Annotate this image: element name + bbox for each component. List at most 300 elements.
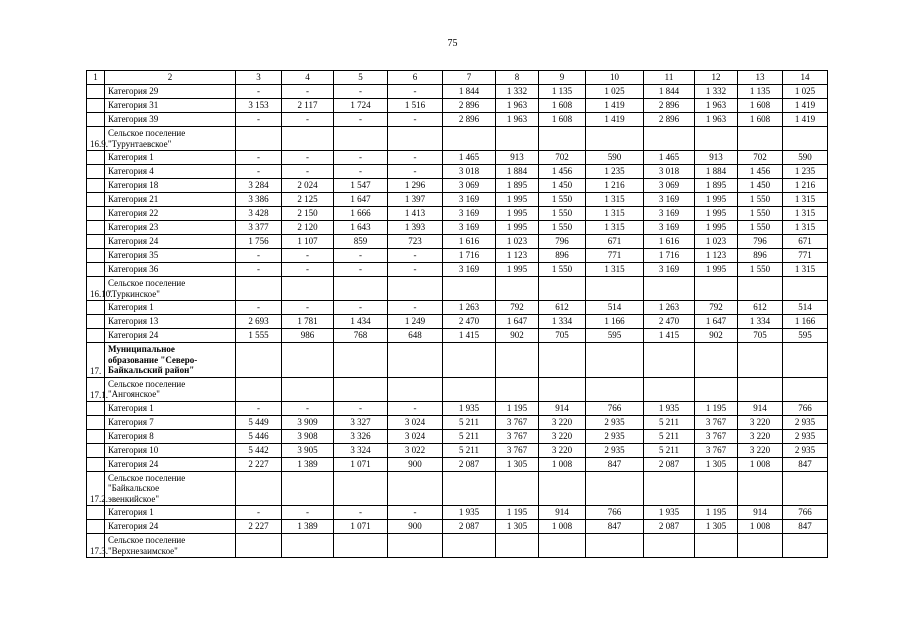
value-cell-col-10: 671 bbox=[586, 235, 644, 249]
value-cell-col-3: 3 428 bbox=[236, 207, 282, 221]
table-row bbox=[87, 506, 828, 520]
section-index: 17.3. bbox=[87, 534, 105, 558]
empty-cell bbox=[539, 471, 586, 506]
value-cell-col-5: 1 071 bbox=[334, 457, 388, 471]
empty-cell bbox=[695, 343, 738, 378]
category-label: Категория 4 bbox=[105, 165, 236, 179]
value-cell-col-14: 2 935 bbox=[783, 415, 828, 429]
table-row bbox=[87, 179, 828, 193]
value-cell-col-7: 3 069 bbox=[443, 179, 496, 193]
section-title-line: "Ангоянское" bbox=[108, 389, 160, 399]
value-cell-col-5: - bbox=[334, 401, 388, 415]
section-title bbox=[105, 343, 236, 378]
value-cell-col-14: 847 bbox=[783, 520, 828, 534]
table-row bbox=[87, 221, 828, 235]
empty-cell bbox=[586, 343, 644, 378]
value-cell-col-14: 1 419 bbox=[783, 113, 828, 127]
column-number-row bbox=[87, 71, 828, 85]
value-cell-col-12: 1 995 bbox=[695, 207, 738, 221]
empty-cell bbox=[586, 471, 644, 506]
value-cell-col-3: - bbox=[236, 85, 282, 99]
value-cell-col-13: 705 bbox=[738, 329, 783, 343]
empty-cell bbox=[644, 534, 695, 558]
value-cell-col-8: 1 995 bbox=[496, 207, 539, 221]
value-cell-col-9: 914 bbox=[539, 401, 586, 415]
value-cell-col-7: 1 716 bbox=[443, 249, 496, 263]
value-cell-col-5: - bbox=[334, 113, 388, 127]
value-cell-col-4: 2 125 bbox=[282, 193, 334, 207]
empty-cell bbox=[334, 277, 388, 301]
empty-cell bbox=[388, 127, 443, 151]
category-label: Категория 10 bbox=[105, 443, 236, 457]
value-cell-col-4: 1 389 bbox=[282, 457, 334, 471]
empty-cell bbox=[334, 471, 388, 506]
value-cell-col-10: 847 bbox=[586, 520, 644, 534]
category-label: Категория 1 bbox=[105, 301, 236, 315]
table-row bbox=[87, 207, 828, 221]
value-cell-col-9: 1 550 bbox=[539, 207, 586, 221]
column-number-3: 3 bbox=[236, 71, 282, 85]
value-cell-col-9: 1 550 bbox=[539, 221, 586, 235]
value-cell-col-6: 900 bbox=[388, 457, 443, 471]
value-cell-col-8: 1 995 bbox=[496, 193, 539, 207]
category-label: Категория 24 bbox=[105, 329, 236, 343]
value-cell-col-4: 3 908 bbox=[282, 429, 334, 443]
table-row bbox=[87, 165, 828, 179]
category-label: Категория 39 bbox=[105, 113, 236, 127]
section-row bbox=[87, 377, 828, 401]
value-cell-col-3: 3 386 bbox=[236, 193, 282, 207]
value-cell-col-9: 796 bbox=[539, 235, 586, 249]
empty-cell bbox=[496, 377, 539, 401]
empty-cell bbox=[539, 343, 586, 378]
value-cell-col-10: 2 935 bbox=[586, 443, 644, 457]
table-row bbox=[87, 301, 828, 315]
table-row bbox=[87, 415, 828, 429]
value-cell-col-7: 2 896 bbox=[443, 113, 496, 127]
empty-cell bbox=[443, 277, 496, 301]
value-cell-col-7: 5 211 bbox=[443, 429, 496, 443]
value-cell-col-9: 1 456 bbox=[539, 165, 586, 179]
empty-cell bbox=[236, 471, 282, 506]
value-cell-col-8: 1 895 bbox=[496, 179, 539, 193]
value-cell-col-12: 3 767 bbox=[695, 429, 738, 443]
category-label: Категория 24 bbox=[105, 457, 236, 471]
value-cell-col-8: 1 123 bbox=[496, 249, 539, 263]
value-cell-col-5: 768 bbox=[334, 329, 388, 343]
empty-cell bbox=[443, 343, 496, 378]
value-cell-col-4: - bbox=[282, 85, 334, 99]
value-cell-col-9: 1 550 bbox=[539, 193, 586, 207]
value-cell-col-13: 1 008 bbox=[738, 457, 783, 471]
empty-cell bbox=[783, 127, 828, 151]
value-cell-col-8: 1 963 bbox=[496, 113, 539, 127]
value-cell-col-7: 1 935 bbox=[443, 401, 496, 415]
section-title-line: Сельское поселение bbox=[108, 472, 186, 483]
empty-cell bbox=[236, 534, 282, 558]
value-cell-col-7: 1 415 bbox=[443, 329, 496, 343]
value-cell-col-13: 914 bbox=[738, 401, 783, 415]
category-label: Категория 29 bbox=[105, 85, 236, 99]
value-cell-col-10: 766 bbox=[586, 506, 644, 520]
category-label: Категория 1 bbox=[105, 401, 236, 415]
value-cell-col-12: 3 767 bbox=[695, 443, 738, 457]
empty-cell bbox=[644, 377, 695, 401]
value-cell-col-3: - bbox=[236, 401, 282, 415]
section-title-line: эвенкийское" bbox=[108, 493, 160, 504]
empty-cell bbox=[586, 277, 644, 301]
value-cell-col-12: 1 305 bbox=[695, 520, 738, 534]
value-cell-col-7: 3 169 bbox=[443, 207, 496, 221]
value-cell-col-14: 766 bbox=[783, 506, 828, 520]
value-cell-col-6: 1 516 bbox=[388, 99, 443, 113]
section-title-line: "Байкальское bbox=[108, 483, 160, 493]
value-cell-col-6: - bbox=[388, 263, 443, 277]
value-cell-col-4: - bbox=[282, 401, 334, 415]
value-cell-col-9: 3 220 bbox=[539, 429, 586, 443]
value-cell-col-9: 1 008 bbox=[539, 457, 586, 471]
empty-cell bbox=[539, 127, 586, 151]
value-cell-col-10: 1 419 bbox=[586, 113, 644, 127]
empty-cell bbox=[282, 471, 334, 506]
section-title bbox=[105, 471, 236, 506]
value-cell-col-11: 2 087 bbox=[644, 520, 695, 534]
value-cell-col-7: 2 896 bbox=[443, 99, 496, 113]
value-cell-col-4: - bbox=[282, 263, 334, 277]
value-cell-col-12: 1 195 bbox=[695, 401, 738, 415]
value-cell-col-13: 1 608 bbox=[738, 99, 783, 113]
empty-cell bbox=[388, 277, 443, 301]
value-cell-col-7: 3 169 bbox=[443, 193, 496, 207]
value-cell-col-8: 1 332 bbox=[496, 85, 539, 99]
value-cell-col-3: 2 227 bbox=[236, 457, 282, 471]
value-cell-col-11: 1 415 bbox=[644, 329, 695, 343]
value-cell-col-13: 896 bbox=[738, 249, 783, 263]
empty-cell bbox=[496, 471, 539, 506]
value-cell-col-3: 2 693 bbox=[236, 315, 282, 329]
category-label: Категория 35 bbox=[105, 249, 236, 263]
value-cell-col-5: - bbox=[334, 249, 388, 263]
value-cell-col-3: 2 227 bbox=[236, 520, 282, 534]
value-cell-col-7: 5 211 bbox=[443, 443, 496, 457]
value-cell-col-9: 3 220 bbox=[539, 443, 586, 457]
value-cell-col-6: 1 393 bbox=[388, 221, 443, 235]
value-cell-col-7: 5 211 bbox=[443, 415, 496, 429]
value-cell-col-10: 1 025 bbox=[586, 85, 644, 99]
value-cell-col-6: 900 bbox=[388, 520, 443, 534]
value-cell-col-14: 771 bbox=[783, 249, 828, 263]
value-cell-col-6: - bbox=[388, 249, 443, 263]
empty-cell bbox=[334, 377, 388, 401]
value-cell-col-12: 1 995 bbox=[695, 263, 738, 277]
value-cell-col-12: 1 332 bbox=[695, 85, 738, 99]
value-cell-col-9: 1 550 bbox=[539, 263, 586, 277]
table-row bbox=[87, 99, 828, 113]
row-index bbox=[87, 207, 105, 221]
value-cell-col-7: 3 169 bbox=[443, 221, 496, 235]
category-label: Категория 22 bbox=[105, 207, 236, 221]
empty-cell bbox=[695, 534, 738, 558]
category-label: Категория 24 bbox=[105, 520, 236, 534]
row-index bbox=[87, 235, 105, 249]
value-cell-col-7: 3 169 bbox=[443, 263, 496, 277]
value-cell-col-13: 702 bbox=[738, 151, 783, 165]
value-cell-col-13: 3 220 bbox=[738, 443, 783, 457]
value-cell-col-12: 1 884 bbox=[695, 165, 738, 179]
value-cell-col-12: 792 bbox=[695, 301, 738, 315]
value-cell-col-6: - bbox=[388, 506, 443, 520]
value-cell-col-12: 1 995 bbox=[695, 193, 738, 207]
table-row bbox=[87, 193, 828, 207]
value-cell-col-7: 1 935 bbox=[443, 506, 496, 520]
value-cell-col-14: 671 bbox=[783, 235, 828, 249]
value-cell-col-5: 1 666 bbox=[334, 207, 388, 221]
value-cell-col-8: 1 647 bbox=[496, 315, 539, 329]
empty-cell bbox=[695, 377, 738, 401]
value-cell-col-12: 1 963 bbox=[695, 113, 738, 127]
value-cell-col-4: 3 905 bbox=[282, 443, 334, 457]
category-label: Категория 1 bbox=[105, 151, 236, 165]
row-index bbox=[87, 113, 105, 127]
value-cell-col-11: 3 169 bbox=[644, 207, 695, 221]
value-cell-col-11: 3 069 bbox=[644, 179, 695, 193]
category-label: Категория 18 bbox=[105, 179, 236, 193]
value-cell-col-6: - bbox=[388, 301, 443, 315]
value-cell-col-6: 3 024 bbox=[388, 415, 443, 429]
value-cell-col-14: 1 419 bbox=[783, 99, 828, 113]
row-index bbox=[87, 179, 105, 193]
empty-cell bbox=[282, 534, 334, 558]
empty-cell bbox=[388, 377, 443, 401]
column-number-7: 7 bbox=[443, 71, 496, 85]
value-cell-col-12: 1 963 bbox=[695, 99, 738, 113]
section-row bbox=[87, 534, 828, 558]
value-cell-col-14: 590 bbox=[783, 151, 828, 165]
value-cell-col-4: 986 bbox=[282, 329, 334, 343]
value-cell-col-4: 2 120 bbox=[282, 221, 334, 235]
value-cell-col-9: 1 135 bbox=[539, 85, 586, 99]
value-cell-col-14: 1 025 bbox=[783, 85, 828, 99]
value-cell-col-8: 1 305 bbox=[496, 520, 539, 534]
empty-cell bbox=[282, 343, 334, 378]
tariff-table bbox=[86, 70, 828, 558]
value-cell-col-7: 1 465 bbox=[443, 151, 496, 165]
empty-cell bbox=[236, 343, 282, 378]
section-title bbox=[105, 277, 236, 301]
category-label: Категория 1 bbox=[105, 506, 236, 520]
table-row bbox=[87, 151, 828, 165]
value-cell-col-4: - bbox=[282, 506, 334, 520]
row-index bbox=[87, 151, 105, 165]
row-index bbox=[87, 301, 105, 315]
value-cell-col-7: 1 616 bbox=[443, 235, 496, 249]
value-cell-col-7: 2 087 bbox=[443, 520, 496, 534]
empty-cell bbox=[783, 277, 828, 301]
value-cell-col-10: 771 bbox=[586, 249, 644, 263]
section-title-line: Муниципальное bbox=[108, 344, 175, 354]
value-cell-col-13: 3 220 bbox=[738, 429, 783, 443]
value-cell-col-10: 1 419 bbox=[586, 99, 644, 113]
category-label: Категория 21 bbox=[105, 193, 236, 207]
value-cell-col-4: - bbox=[282, 249, 334, 263]
value-cell-col-9: 3 220 bbox=[539, 415, 586, 429]
value-cell-col-9: 1 008 bbox=[539, 520, 586, 534]
value-cell-col-14: 1 166 bbox=[783, 315, 828, 329]
value-cell-col-5: 1 434 bbox=[334, 315, 388, 329]
empty-cell bbox=[236, 377, 282, 401]
empty-cell bbox=[586, 377, 644, 401]
section-index: 16.9. bbox=[87, 127, 105, 151]
value-cell-col-8: 1 995 bbox=[496, 263, 539, 277]
value-cell-col-8: 1 884 bbox=[496, 165, 539, 179]
value-cell-col-5: - bbox=[334, 301, 388, 315]
empty-cell bbox=[496, 534, 539, 558]
empty-cell bbox=[738, 534, 783, 558]
value-cell-col-5: 1 547 bbox=[334, 179, 388, 193]
value-cell-col-12: 1 023 bbox=[695, 235, 738, 249]
value-cell-col-10: 514 bbox=[586, 301, 644, 315]
row-index bbox=[87, 99, 105, 113]
empty-cell bbox=[738, 471, 783, 506]
section-title-line: Сельское поселение bbox=[108, 278, 186, 288]
value-cell-col-3: - bbox=[236, 113, 282, 127]
section-title-line: "Верхнезаимское" bbox=[108, 545, 178, 556]
empty-cell bbox=[539, 277, 586, 301]
value-cell-col-6: - bbox=[388, 113, 443, 127]
value-cell-col-14: 847 bbox=[783, 457, 828, 471]
table-row bbox=[87, 457, 828, 471]
value-cell-col-12: 1 195 bbox=[695, 506, 738, 520]
section-row bbox=[87, 127, 828, 151]
empty-cell bbox=[443, 534, 496, 558]
value-cell-col-5: 859 bbox=[334, 235, 388, 249]
value-cell-col-3: - bbox=[236, 165, 282, 179]
value-cell-col-10: 595 bbox=[586, 329, 644, 343]
section-index: 17.1. bbox=[87, 377, 105, 401]
value-cell-col-4: 1 389 bbox=[282, 520, 334, 534]
section-row bbox=[87, 343, 828, 378]
value-cell-col-11: 1 844 bbox=[644, 85, 695, 99]
section-title-line: "Турунтаевское" bbox=[108, 138, 172, 149]
value-cell-col-8: 1 195 bbox=[496, 506, 539, 520]
value-cell-col-13: 1 135 bbox=[738, 85, 783, 99]
value-cell-col-11: 5 211 bbox=[644, 429, 695, 443]
value-cell-col-10: 847 bbox=[586, 457, 644, 471]
value-cell-col-13: 1 334 bbox=[738, 315, 783, 329]
value-cell-col-5: - bbox=[334, 263, 388, 277]
empty-cell bbox=[586, 534, 644, 558]
empty-cell bbox=[644, 471, 695, 506]
empty-cell bbox=[783, 471, 828, 506]
row-index bbox=[87, 221, 105, 235]
value-cell-col-4: 1 781 bbox=[282, 315, 334, 329]
value-cell-col-9: 1 450 bbox=[539, 179, 586, 193]
row-index bbox=[87, 415, 105, 429]
column-number-11: 11 bbox=[644, 71, 695, 85]
value-cell-col-5: 1 647 bbox=[334, 193, 388, 207]
value-cell-col-11: 3 169 bbox=[644, 221, 695, 235]
value-cell-col-14: 1 315 bbox=[783, 221, 828, 235]
value-cell-col-6: 1 249 bbox=[388, 315, 443, 329]
value-cell-col-8: 792 bbox=[496, 301, 539, 315]
value-cell-col-10: 1 235 bbox=[586, 165, 644, 179]
section-title-line: "Туркинское" bbox=[108, 288, 160, 299]
empty-cell bbox=[388, 471, 443, 506]
empty-cell bbox=[738, 127, 783, 151]
value-cell-col-14: 1 216 bbox=[783, 179, 828, 193]
value-cell-col-14: 2 935 bbox=[783, 429, 828, 443]
empty-cell bbox=[783, 343, 828, 378]
section-title-line: Сельское поселение bbox=[108, 378, 186, 389]
value-cell-col-6: 1 296 bbox=[388, 179, 443, 193]
table-row bbox=[87, 443, 828, 457]
value-cell-col-6: 3 024 bbox=[388, 429, 443, 443]
row-index bbox=[87, 506, 105, 520]
empty-cell bbox=[282, 277, 334, 301]
value-cell-col-9: 705 bbox=[539, 329, 586, 343]
value-cell-col-13: 914 bbox=[738, 506, 783, 520]
row-index bbox=[87, 329, 105, 343]
value-cell-col-10: 1 315 bbox=[586, 193, 644, 207]
page-number: 75 bbox=[447, 38, 458, 49]
empty-cell bbox=[738, 377, 783, 401]
value-cell-col-11: 5 211 bbox=[644, 415, 695, 429]
value-cell-col-12: 1 123 bbox=[695, 249, 738, 263]
empty-cell bbox=[644, 277, 695, 301]
category-label: Категория 7 bbox=[105, 415, 236, 429]
value-cell-col-13: 1 456 bbox=[738, 165, 783, 179]
value-cell-col-12: 1 305 bbox=[695, 457, 738, 471]
value-cell-col-6: 1 413 bbox=[388, 207, 443, 221]
value-cell-col-9: 914 bbox=[539, 506, 586, 520]
value-cell-col-6: 1 397 bbox=[388, 193, 443, 207]
value-cell-col-14: 1 315 bbox=[783, 263, 828, 277]
value-cell-col-12: 1 995 bbox=[695, 221, 738, 235]
value-cell-col-10: 1 315 bbox=[586, 207, 644, 221]
empty-cell bbox=[586, 127, 644, 151]
empty-cell bbox=[388, 534, 443, 558]
table-row bbox=[87, 329, 828, 343]
empty-cell bbox=[496, 277, 539, 301]
value-cell-col-11: 2 470 bbox=[644, 315, 695, 329]
category-label: Категория 36 bbox=[105, 263, 236, 277]
value-cell-col-7: 3 018 bbox=[443, 165, 496, 179]
empty-cell bbox=[695, 471, 738, 506]
value-cell-col-3: 3 377 bbox=[236, 221, 282, 235]
value-cell-col-3: 5 442 bbox=[236, 443, 282, 457]
value-cell-col-11: 1 616 bbox=[644, 235, 695, 249]
value-cell-col-4: - bbox=[282, 301, 334, 315]
value-cell-col-7: 1 844 bbox=[443, 85, 496, 99]
value-cell-col-5: 1 643 bbox=[334, 221, 388, 235]
category-label: Категория 31 bbox=[105, 99, 236, 113]
column-number-13: 13 bbox=[738, 71, 783, 85]
value-cell-col-12: 913 bbox=[695, 151, 738, 165]
category-label: Категория 8 bbox=[105, 429, 236, 443]
value-cell-col-14: 514 bbox=[783, 301, 828, 315]
value-cell-col-3: 5 449 bbox=[236, 415, 282, 429]
empty-cell bbox=[738, 277, 783, 301]
column-number-5: 5 bbox=[334, 71, 388, 85]
value-cell-col-10: 1 315 bbox=[586, 221, 644, 235]
row-index bbox=[87, 401, 105, 415]
section-index: 16.10. bbox=[87, 277, 105, 301]
value-cell-col-4: - bbox=[282, 113, 334, 127]
value-cell-col-6: - bbox=[388, 151, 443, 165]
value-cell-col-11: 1 465 bbox=[644, 151, 695, 165]
value-cell-col-4: - bbox=[282, 151, 334, 165]
value-cell-col-13: 1 550 bbox=[738, 193, 783, 207]
